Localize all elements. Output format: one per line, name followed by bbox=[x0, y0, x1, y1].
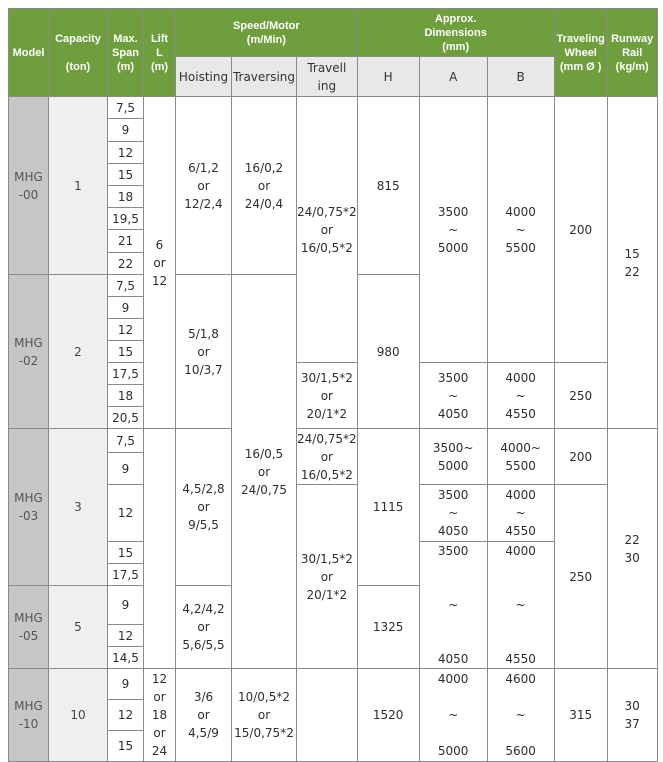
traversing-cell: 10/0,5*2 or 15/0,75*2 bbox=[232, 669, 297, 762]
travelling-cell: 30/1,5*2 or 20/1*2 bbox=[297, 363, 358, 429]
header-speed-motor: Speed/Motor (m/Min) bbox=[176, 9, 358, 57]
span-cell: 12 bbox=[108, 319, 144, 341]
subheader-h: H bbox=[357, 57, 419, 97]
span-cell: 18 bbox=[108, 385, 144, 407]
h-cell: 815 bbox=[357, 97, 419, 275]
rail-cell: 15 22 bbox=[607, 97, 657, 429]
span-cell: 12 bbox=[108, 142, 144, 164]
h-cell: 1325 bbox=[357, 586, 419, 669]
span-cell: 18 bbox=[108, 186, 144, 208]
span-cell: 15 bbox=[108, 341, 144, 363]
travelling-cell: 30/1,5*2 or 20/1*2 bbox=[297, 485, 358, 669]
hoisting-cell: 4,5/2,8 or 9/5,5 bbox=[176, 429, 232, 586]
header-dimensions: Approx. Dimensions (mm) bbox=[357, 9, 554, 57]
span-cell: 12 bbox=[108, 700, 144, 731]
a-cell: 3500 ~ 5000 bbox=[419, 97, 487, 363]
header-runway-rail: Runway Rail (kg/m) bbox=[607, 9, 657, 97]
model-cell: MHG -00 bbox=[9, 97, 49, 275]
model-cell: MHG -03 bbox=[9, 429, 49, 586]
span-cell: 15 bbox=[108, 542, 144, 564]
wheel-cell: 200 bbox=[554, 97, 607, 363]
subheader-a: A bbox=[419, 57, 487, 97]
capacity-cell: 3 bbox=[49, 429, 108, 586]
wheel-cell: 200 bbox=[554, 429, 607, 485]
b-cell: 4000 ~ 4550 bbox=[487, 485, 554, 542]
span-cell: 15 bbox=[108, 731, 144, 762]
span-cell: 9 bbox=[108, 453, 144, 485]
capacity-cell: 2 bbox=[49, 275, 108, 429]
span-cell: 12 bbox=[108, 485, 144, 542]
b-cell: 4000 ~ 5500 bbox=[487, 97, 554, 363]
header-span: Max. Span (m) bbox=[108, 9, 144, 97]
span-cell: 9 bbox=[108, 119, 144, 142]
a-cell: 3500 ~ 4050 bbox=[419, 363, 487, 429]
lift-cell bbox=[144, 429, 176, 669]
rail-cell: 30 37 bbox=[607, 669, 657, 762]
wheel-cell: 250 bbox=[554, 485, 607, 669]
span-cell: 17,5 bbox=[108, 363, 144, 385]
subheader-traversing: Traversing bbox=[232, 57, 297, 97]
a-cell: 3500 ~ 4050 bbox=[419, 485, 487, 542]
model-cell: MHG -05 bbox=[9, 586, 49, 669]
wheel-cell: 250 bbox=[554, 363, 607, 429]
h-cell: 1520 bbox=[357, 669, 419, 762]
span-cell: 7,5 bbox=[108, 97, 144, 119]
traversing-cell: 16/0,2 or 24/0,4 bbox=[232, 97, 297, 275]
span-cell: 21 bbox=[108, 230, 144, 253]
model-cell: MHG -10 bbox=[9, 669, 49, 762]
span-cell: 17,5 bbox=[108, 564, 144, 586]
span-cell: 7,5 bbox=[108, 429, 144, 453]
b-cell: 4000 ~ 4550 bbox=[487, 363, 554, 429]
span-cell: 22 bbox=[108, 253, 144, 275]
b-cell: 4600 ~ 5600 bbox=[487, 669, 554, 762]
traversing-cell: 16/0,5 or 24/0,75 bbox=[232, 275, 297, 669]
model-cell: MHG -02 bbox=[9, 275, 49, 429]
span-cell: 20,5 bbox=[108, 407, 144, 429]
span-cell: 9 bbox=[108, 297, 144, 319]
b-cell: 4000~ 5500 bbox=[487, 429, 554, 485]
a-cell: 3500~ 5000 bbox=[419, 429, 487, 485]
lift-cell: 12 or 18 or 24 bbox=[144, 669, 176, 762]
h-cell: 980 bbox=[357, 275, 419, 429]
hoisting-cell: 5/1,8 or 10/3,7 bbox=[176, 275, 232, 429]
span-cell: 9 bbox=[108, 669, 144, 700]
travelling-cell bbox=[297, 669, 358, 762]
h-cell: 1115 bbox=[357, 429, 419, 586]
span-cell: 14,5 bbox=[108, 647, 144, 669]
span-cell: 15 bbox=[108, 164, 144, 186]
span-cell: 19,5 bbox=[108, 208, 144, 230]
travelling-cell: 24/0,75*2 or 16/0,5*2 bbox=[297, 429, 358, 485]
span-cell: 7,5 bbox=[108, 275, 144, 297]
wheel-cell: 315 bbox=[554, 669, 607, 762]
hoisting-cell: 6/1,2 or 12/2,4 bbox=[176, 97, 232, 275]
header-lift: Lift L (m) bbox=[144, 9, 176, 97]
spec-table bbox=[8, 8, 658, 762]
header-traveling-wheel: Traveling Wheel (mm Ø ) bbox=[554, 9, 607, 97]
rail-cell: 22 30 bbox=[607, 429, 657, 669]
b-cell: 4000 ~ 4550 bbox=[487, 542, 554, 669]
header-model: Model bbox=[9, 9, 49, 97]
capacity-cell: 1 bbox=[49, 97, 108, 275]
capacity-cell: 5 bbox=[49, 586, 108, 669]
a-cell: 3500 ~ 4050 bbox=[419, 542, 487, 669]
header-capacity: Capacity (ton) bbox=[49, 9, 108, 97]
travelling-cell: 24/0,75*2 or 16/0,5*2 bbox=[297, 97, 358, 363]
span-cell: 12 bbox=[108, 625, 144, 647]
span-cell: 9 bbox=[108, 586, 144, 625]
lift-cell: 6 or 12 bbox=[144, 97, 176, 429]
hoisting-cell: 4,2/4,2 or 5,6/5,5 bbox=[176, 586, 232, 669]
capacity-cell: 10 bbox=[49, 669, 108, 762]
subheader-hoisting: Hoisting bbox=[176, 57, 232, 97]
subheader-travelling: Travell ing bbox=[297, 57, 358, 97]
subheader-b: B bbox=[487, 57, 554, 97]
a-cell: 4000 ~ 5000 bbox=[419, 669, 487, 762]
hoisting-cell: 3/6 or 4,5/9 bbox=[176, 669, 232, 762]
